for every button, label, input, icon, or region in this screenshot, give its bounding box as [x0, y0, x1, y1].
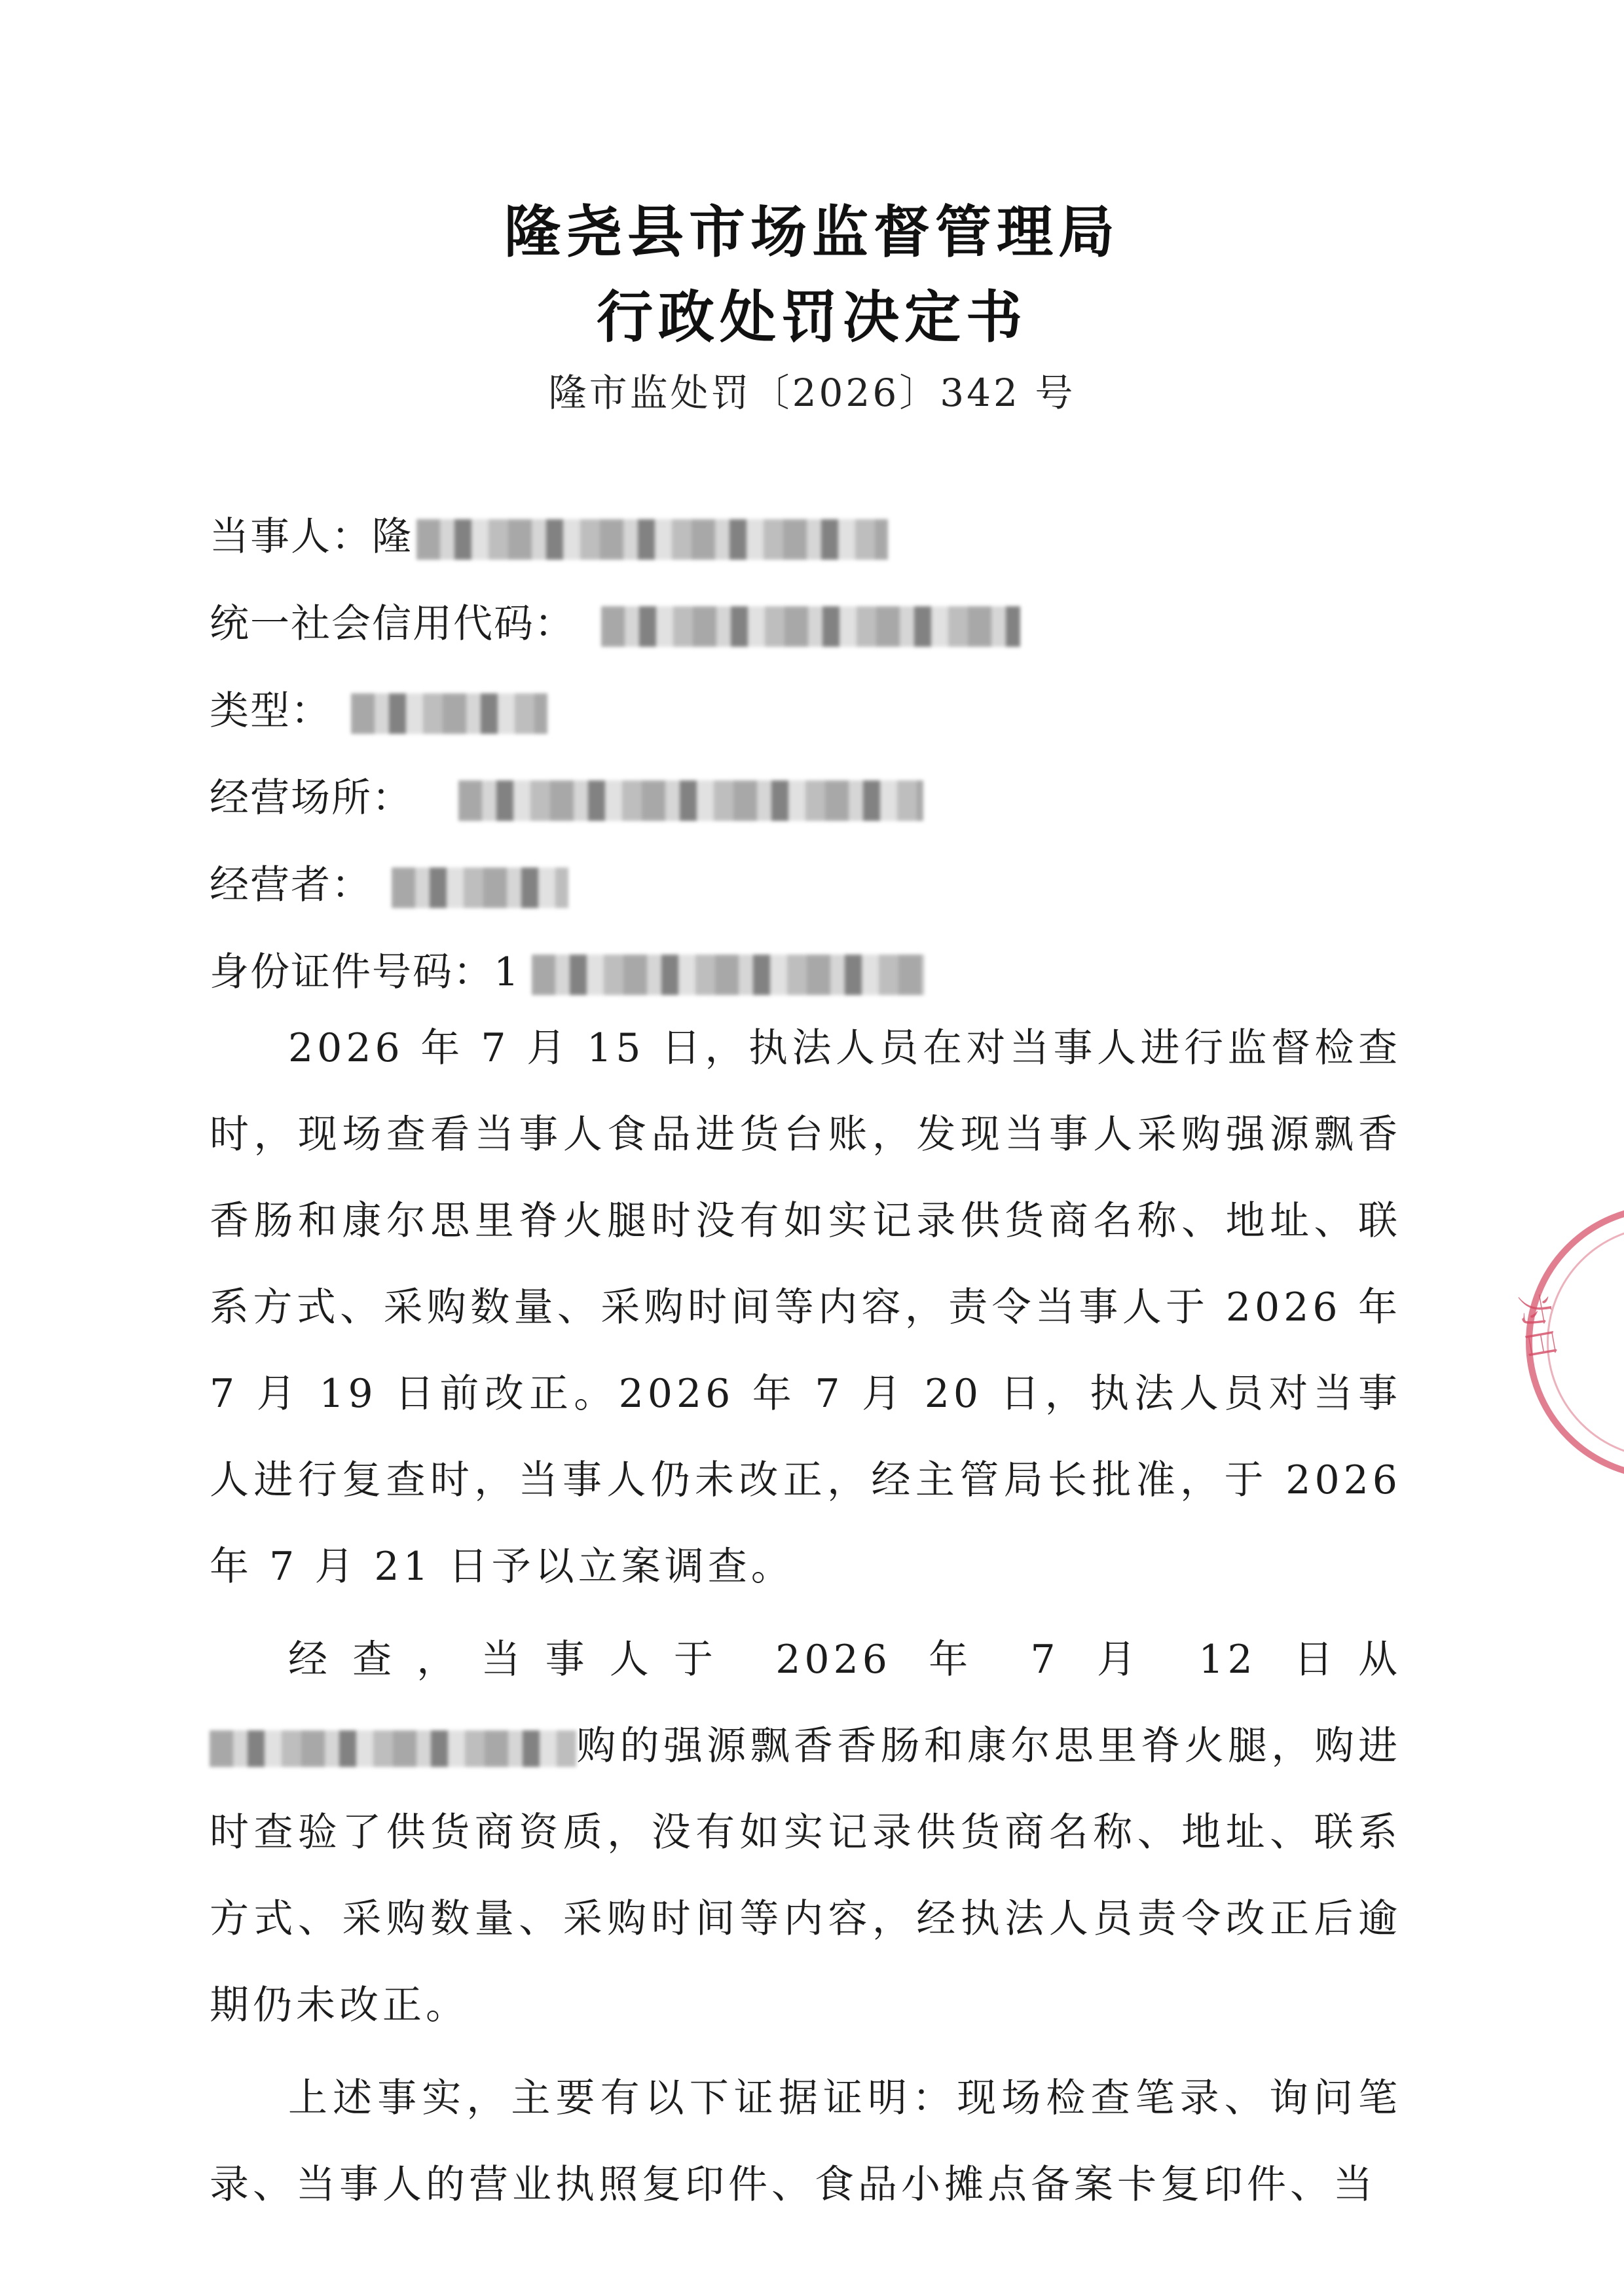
redaction-block	[351, 693, 547, 734]
redaction-block	[416, 519, 888, 560]
party-row-operator	[210, 852, 1401, 939]
party-name-value: 隆	[372, 514, 411, 560]
credit-code-label: 统一社会信用代码：	[210, 601, 575, 647]
official-seal	[1511, 1205, 1624, 1480]
party-row-type	[210, 678, 1401, 765]
redaction-block	[532, 955, 925, 995]
document-heading	[0, 190, 1624, 360]
party-row-name	[210, 504, 1401, 591]
redaction-block	[458, 780, 923, 821]
paragraph-investigation-start: 经查，当事人于 2026 年 7 月 12 日从	[288, 1637, 1401, 1683]
agency-name: 隆尧县市场监督管理局	[504, 200, 1120, 265]
redaction-block	[392, 867, 568, 908]
id-number-value: 1	[494, 949, 519, 995]
paragraph-investigation	[210, 1616, 1401, 2049]
redaction-block	[210, 1730, 576, 1767]
type-label: 类型：	[210, 688, 331, 734]
paragraph-initial-inspection: 2026 年 7 月 15 日，执法人员在对当事人进行监督检查时，现场查看当事人食品进货台账，发现当事人采购强源飘香香肠和康尔思里脊火腿时没有如实记录供货商名称、地址、联系方式、采购数量、采购时间等内容，责令当事人于 2026 年 7 月 19 日前改正。2026 年 7 月 20 日，执法人员对当事人进行复查时，当事人仍未改正，经主管局长批准，于 2026 年 7 月 21 日予以立案调查。	[210, 1025, 1401, 1590]
document-type: 行政处罚决定书	[597, 285, 1027, 350]
party-info	[210, 504, 1401, 1027]
decision-body	[210, 1005, 1401, 2234]
party-name-label: 当事人：	[210, 514, 372, 560]
id-number-label: 身份证件号码：	[210, 949, 494, 995]
paragraph-investigation-rest: 购的强源飘香香肠和康尔思里脊火腿，购进时查验了供货商资质，没有如实记录供货商名称、地址、联系方式、采购数量、采购时间等内容，经执法人员责令改正后逾期仍未改正。	[210, 1723, 1401, 2028]
redaction-block	[601, 606, 1020, 647]
party-row-credit-code	[210, 591, 1401, 678]
paragraph-evidence: 上述事实，主要有以下证据证明：现场检查笔录、询问笔录、当事人的营业执照复印件、食品小摊点备案卡复印件、当	[210, 2075, 1401, 2208]
document-number: 隆市监处罚〔2026〕342 号	[548, 371, 1076, 415]
operator-label: 经营者：	[210, 862, 372, 908]
premises-label: 经营场所：	[210, 775, 413, 821]
seal-text: 为日	[1511, 1290, 1563, 1364]
party-row-premises	[210, 765, 1401, 852]
